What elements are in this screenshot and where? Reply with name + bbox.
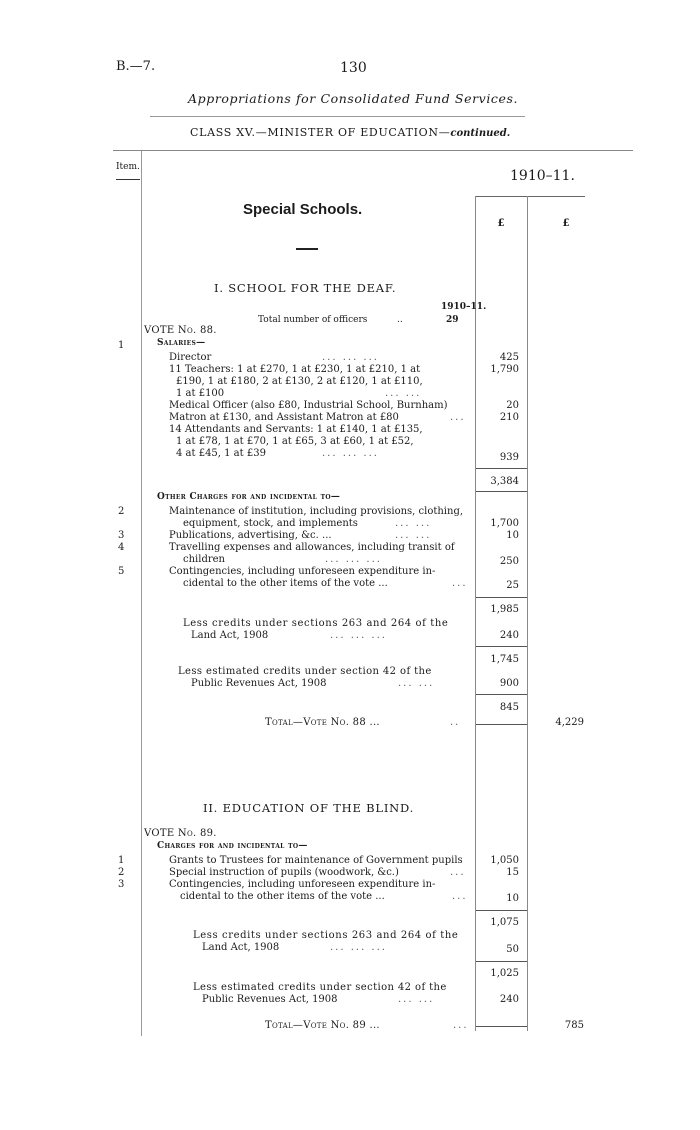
salary-line: Director bbox=[169, 352, 212, 363]
document-reference: B.—7. bbox=[116, 59, 156, 74]
officers-year: 1910–11. bbox=[441, 302, 487, 312]
item-header-rule bbox=[116, 179, 140, 180]
salary-amount: 425 bbox=[499, 352, 519, 363]
pound-header-1: £ bbox=[497, 218, 505, 229]
page-number: 130 bbox=[340, 60, 367, 76]
salary-line: £190, 1 at £180, 2 at £130, 2 at £120, 1 at £110, bbox=[176, 376, 423, 387]
charge-line: cidental to the other items of the vote ... bbox=[183, 578, 388, 589]
leader-dots: ... bbox=[450, 412, 466, 423]
blind-subtotal: 1,025 bbox=[490, 968, 519, 979]
item-number: 4 bbox=[118, 542, 125, 553]
leader-dots: ... bbox=[453, 1020, 469, 1031]
blind-charges-heading: Charges for and incidental to— bbox=[157, 841, 308, 851]
less-estimated-amount: 900 bbox=[499, 678, 519, 689]
leader-dots: ... ... bbox=[395, 530, 432, 541]
section-title: Special Schools. bbox=[243, 201, 363, 218]
deaf-net: 845 bbox=[499, 702, 519, 713]
leader-dots: ... ... ... bbox=[330, 942, 387, 953]
charge-amount: 1,050 bbox=[490, 855, 519, 866]
charge-line: Contingencies, including unforeseen expenditure in- bbox=[169, 879, 436, 890]
other-charges-total: 1,985 bbox=[490, 604, 519, 615]
salary-line: 11 Teachers: 1 at £270, 1 at £230, 1 at £210, 1 at bbox=[169, 364, 421, 375]
charge-line: equipment, stock, and implements bbox=[183, 518, 358, 529]
officers-label: Total number of officers bbox=[258, 315, 368, 325]
blind-total-label: Total—Vote No. 89 ... bbox=[265, 1020, 380, 1031]
subtotal-rule bbox=[476, 910, 527, 911]
charge-line: Special instruction of pupils (woodwork, &c.) bbox=[169, 867, 399, 878]
leader-dots: ... bbox=[452, 891, 468, 902]
item-number: 1 bbox=[118, 855, 125, 866]
leader-dots: ... ... bbox=[395, 518, 432, 529]
salary-amount: 1,790 bbox=[490, 364, 519, 375]
item-number: 5 bbox=[118, 566, 125, 577]
salary-line: 14 Attendants and Servants: 1 at £140, 1 at £135, bbox=[169, 424, 423, 435]
subtotal-rule bbox=[476, 468, 527, 469]
charge-line: Contingencies, including unforeseen expenditure in- bbox=[169, 566, 436, 577]
year-header-rule bbox=[475, 196, 585, 197]
deaf-total: 4,229 bbox=[555, 717, 584, 728]
class-heading bbox=[190, 126, 510, 139]
salary-line: Medical Officer (also £80, Industrial School, Burnham) bbox=[169, 400, 448, 411]
leader-dots: ... ... ... bbox=[322, 448, 379, 459]
deaf-heading: I. SCHOOL FOR THE DEAF. bbox=[214, 281, 397, 295]
subtotal-rule bbox=[476, 646, 527, 647]
charge-amount: 250 bbox=[499, 556, 519, 567]
less-estimated-line: Less estimated credits under section 42 of the bbox=[193, 982, 447, 993]
other-charges-heading: Other Charges for and incidental to— bbox=[157, 492, 341, 502]
salary-amount: 939 bbox=[499, 452, 519, 463]
salaries-total: 3,384 bbox=[490, 476, 519, 487]
salary-line: 1 at £100 bbox=[176, 388, 225, 399]
less-credits-line: Less credits under sections 263 and 264 of the bbox=[193, 930, 459, 941]
title-rule bbox=[150, 116, 525, 117]
total-rule bbox=[476, 724, 527, 725]
item-number: 3 bbox=[118, 879, 125, 890]
charge-line: Maintenance of institution, including provisions, clothing, bbox=[169, 506, 464, 517]
officers-dots: .. bbox=[397, 315, 403, 325]
year-column-header: 1910–11. bbox=[510, 168, 575, 184]
subtotal-rule bbox=[476, 961, 527, 962]
leader-dots: .. bbox=[450, 717, 461, 728]
charge-line: cidental to the other items of the vote ... bbox=[180, 891, 385, 902]
charge-line: children bbox=[183, 554, 225, 565]
blind-total: 785 bbox=[564, 1020, 584, 1031]
less-credits-line: Less credits under sections 263 and 264 of the bbox=[183, 618, 449, 629]
less-credits-line: Land Act, 1908 bbox=[202, 942, 280, 953]
leader-dots: ... ... ... bbox=[330, 630, 387, 641]
salaries-heading: Salaries— bbox=[157, 338, 206, 348]
page-title: Appropriations for Consolidated Fund Services. bbox=[188, 91, 519, 106]
salary-line: 1 at £78, 1 at £70, 1 at £65, 3 at £60, 1 at £52, bbox=[176, 436, 414, 447]
deaf-total-label: Total—Vote No. 88 ... bbox=[265, 717, 380, 728]
charge-line: Publications, advertising, &c. ... bbox=[169, 530, 332, 541]
less-credits-amount: 240 bbox=[499, 630, 519, 641]
column-divider-right bbox=[527, 196, 528, 1031]
subtotal-rule bbox=[476, 491, 527, 492]
column-divider-left bbox=[475, 196, 476, 1031]
less-estimated-line: Less estimated credits under section 42 of the bbox=[178, 666, 432, 677]
leader-dots: ... ... ... bbox=[325, 554, 382, 565]
charge-amount: 10 bbox=[506, 530, 519, 541]
deaf-vote-number: VOTE No. 88. bbox=[144, 325, 217, 336]
total-rule bbox=[476, 1026, 527, 1027]
section-dash bbox=[296, 248, 318, 250]
item-column-divider bbox=[141, 151, 142, 1036]
blind-items-total: 1,075 bbox=[490, 917, 519, 928]
deaf-subtotal: 1,745 bbox=[490, 654, 519, 665]
salary-line: Matron at £130, and Assistant Matron at £80 bbox=[169, 412, 399, 423]
class-line: CLASS XV.—MINISTER OF EDUCATION— bbox=[190, 126, 451, 139]
item-number: 1 bbox=[118, 340, 125, 351]
item-number: 2 bbox=[118, 506, 125, 517]
charge-amount: 10 bbox=[506, 893, 519, 904]
pound-header-2: £ bbox=[562, 218, 570, 229]
leader-dots: ... bbox=[450, 867, 466, 878]
less-credits-amount: 50 bbox=[506, 944, 519, 955]
less-estimated-line: Public Revenues Act, 1908 bbox=[202, 994, 338, 1005]
leader-dots: ... ... ... bbox=[322, 352, 379, 363]
salary-line: 4 at £45, 1 at £39 bbox=[176, 448, 266, 459]
item-number: 2 bbox=[118, 867, 125, 878]
leader-dots: ... ... bbox=[398, 994, 435, 1005]
salary-amount: 20 bbox=[506, 400, 519, 411]
charge-amount: 15 bbox=[506, 867, 519, 878]
less-estimated-amount: 240 bbox=[499, 994, 519, 1005]
item-number: 3 bbox=[118, 530, 125, 541]
charge-amount: 25 bbox=[506, 580, 519, 591]
officers-count: 29 bbox=[446, 315, 459, 325]
leader-dots: ... ... bbox=[385, 388, 422, 399]
charge-amount: 1,700 bbox=[490, 518, 519, 529]
less-estimated-line: Public Revenues Act, 1908 bbox=[191, 678, 327, 689]
charge-line: Travelling expenses and allowances, including transit of bbox=[169, 542, 455, 553]
subtotal-rule bbox=[476, 694, 527, 695]
salary-amount: 210 bbox=[499, 412, 519, 423]
blind-heading: II. EDUCATION OF THE BLIND. bbox=[203, 801, 415, 815]
charge-line: Grants to Trustees for maintenance of Government pupils bbox=[169, 855, 463, 866]
item-column-header: Item. bbox=[116, 162, 140, 172]
less-credits-line: Land Act, 1908 bbox=[191, 630, 269, 641]
subtotal-rule bbox=[476, 597, 527, 598]
blind-vote-number: VOTE No. 89. bbox=[144, 828, 217, 839]
table-top-rule bbox=[113, 150, 633, 151]
class-continued: continued. bbox=[450, 128, 511, 139]
leader-dots: ... ... bbox=[398, 678, 435, 689]
leader-dots: ... bbox=[452, 578, 468, 589]
